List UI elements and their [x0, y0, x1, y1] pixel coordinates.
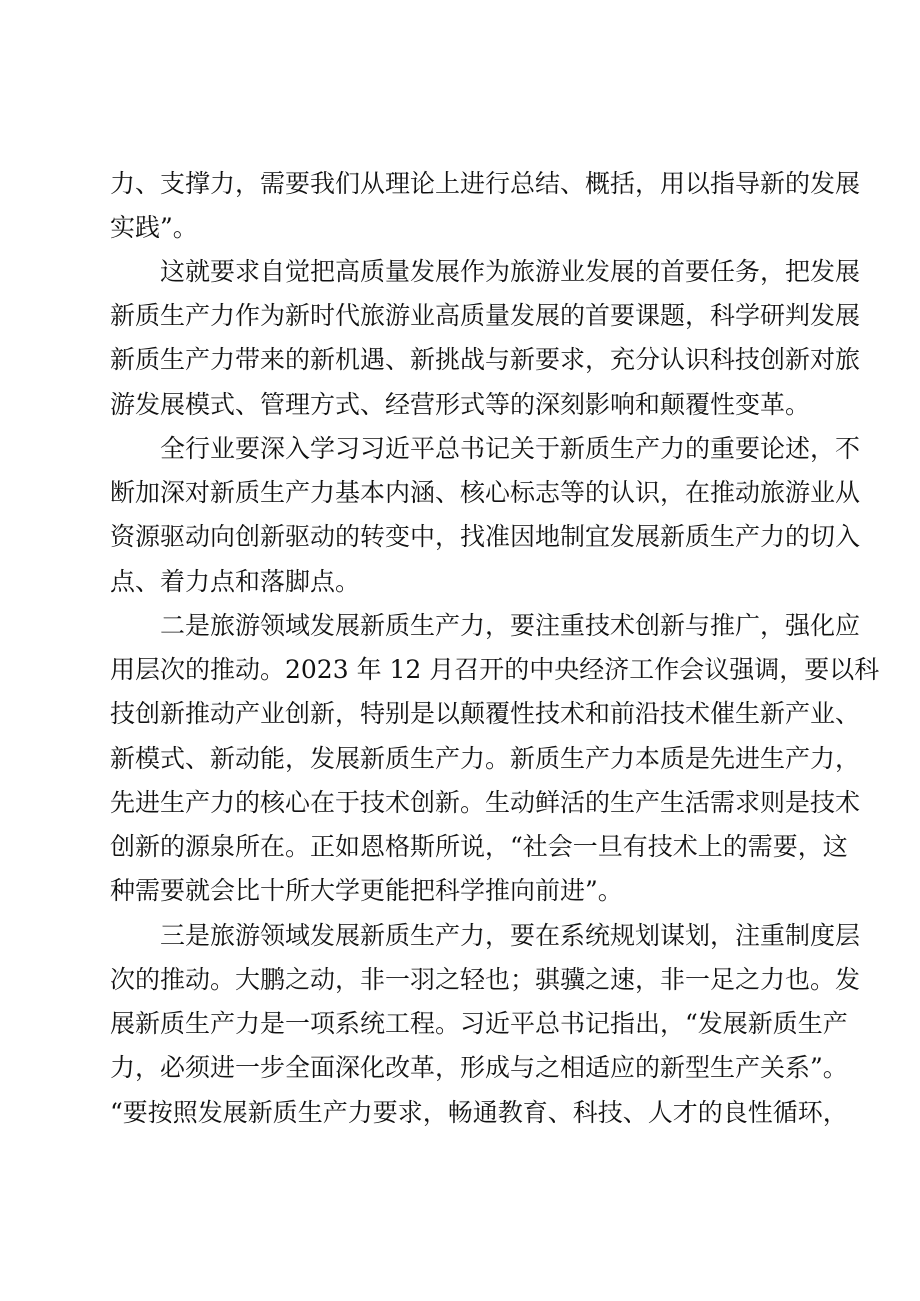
paragraph-first-line: 三是旅游领域发展新质生产力，要在系统规划谋划，注重制度层 — [160, 921, 861, 950]
text-line: 力，必须进一步全面深化改革，形成与之相适应的新型生产关系”。 — [110, 1053, 848, 1082]
paragraph-first-line: 二是旅游领域发展新质生产力，要注重技术创新与推广，强化应 — [160, 611, 861, 640]
paragraph-first-line: 全行业要深入学习习近平总书记关于新质生产力的重要论述，不 — [160, 434, 861, 463]
text-line: 先进生产力的核心在于技术创新。生动鲜活的生产生活需求则是技术 — [110, 788, 861, 817]
text-line: 展新质生产力是一项系统工程。习近平总书记指出，“发展新质生产 — [110, 1009, 848, 1038]
text-line: 种需要就会比十所大学更能把科学推向前进”。 — [110, 876, 623, 905]
text-line: 次的推动。大鹏之动，非一羽之轻也；骐骥之速，非一足之力也。发 — [110, 965, 861, 994]
text-line: 实践”。 — [110, 213, 198, 242]
text-line: 断加深对新质生产力基本内涵、核心标志等的认识，在推动旅游业从 — [110, 478, 861, 507]
paragraph-first-line: 这就要求自觉把高质量发展作为旅游业发展的首要任务，把发展 — [160, 257, 861, 286]
text-line: 资源驱动向创新驱动的转变中，找准因地制宜发展新质生产力的切入 — [110, 522, 861, 551]
text-line: 技创新推动产业创新，特别是以颠覆性技术和前沿技术催生新产业、 — [110, 699, 861, 728]
text-line: 力、支撑力，需要我们从理论上进行总结、概括，用以指导新的发展 — [110, 169, 861, 198]
text-line: 新质生产力带来的新机遇、新挑战与新要求，充分认识科技创新对旅 — [110, 345, 861, 374]
text-line: 用层次的推动。2023 年 12 月召开的中央经济工作会议强调，要以科 — [110, 655, 880, 684]
text-line: “要按照发展新质生产力要求，畅通教育、科技、人才的良性循环， — [110, 1098, 848, 1127]
text-line: 新模式、新动能，发展新质生产力。新质生产力本质是先进生产力， — [110, 744, 861, 773]
text-line: 创新的源泉所在。正如恩格斯所说，“社会一旦有技术上的需要，这 — [110, 832, 848, 861]
text-line: 新质生产力作为新时代旅游业高质量发展的首要课题，科学研判发展 — [110, 301, 861, 330]
text-line: 点、着力点和落脚点。 — [110, 567, 361, 596]
text-line: 游发展模式、管理方式、经营形式等的深刻影响和颠覆性变革。 — [110, 390, 811, 419]
